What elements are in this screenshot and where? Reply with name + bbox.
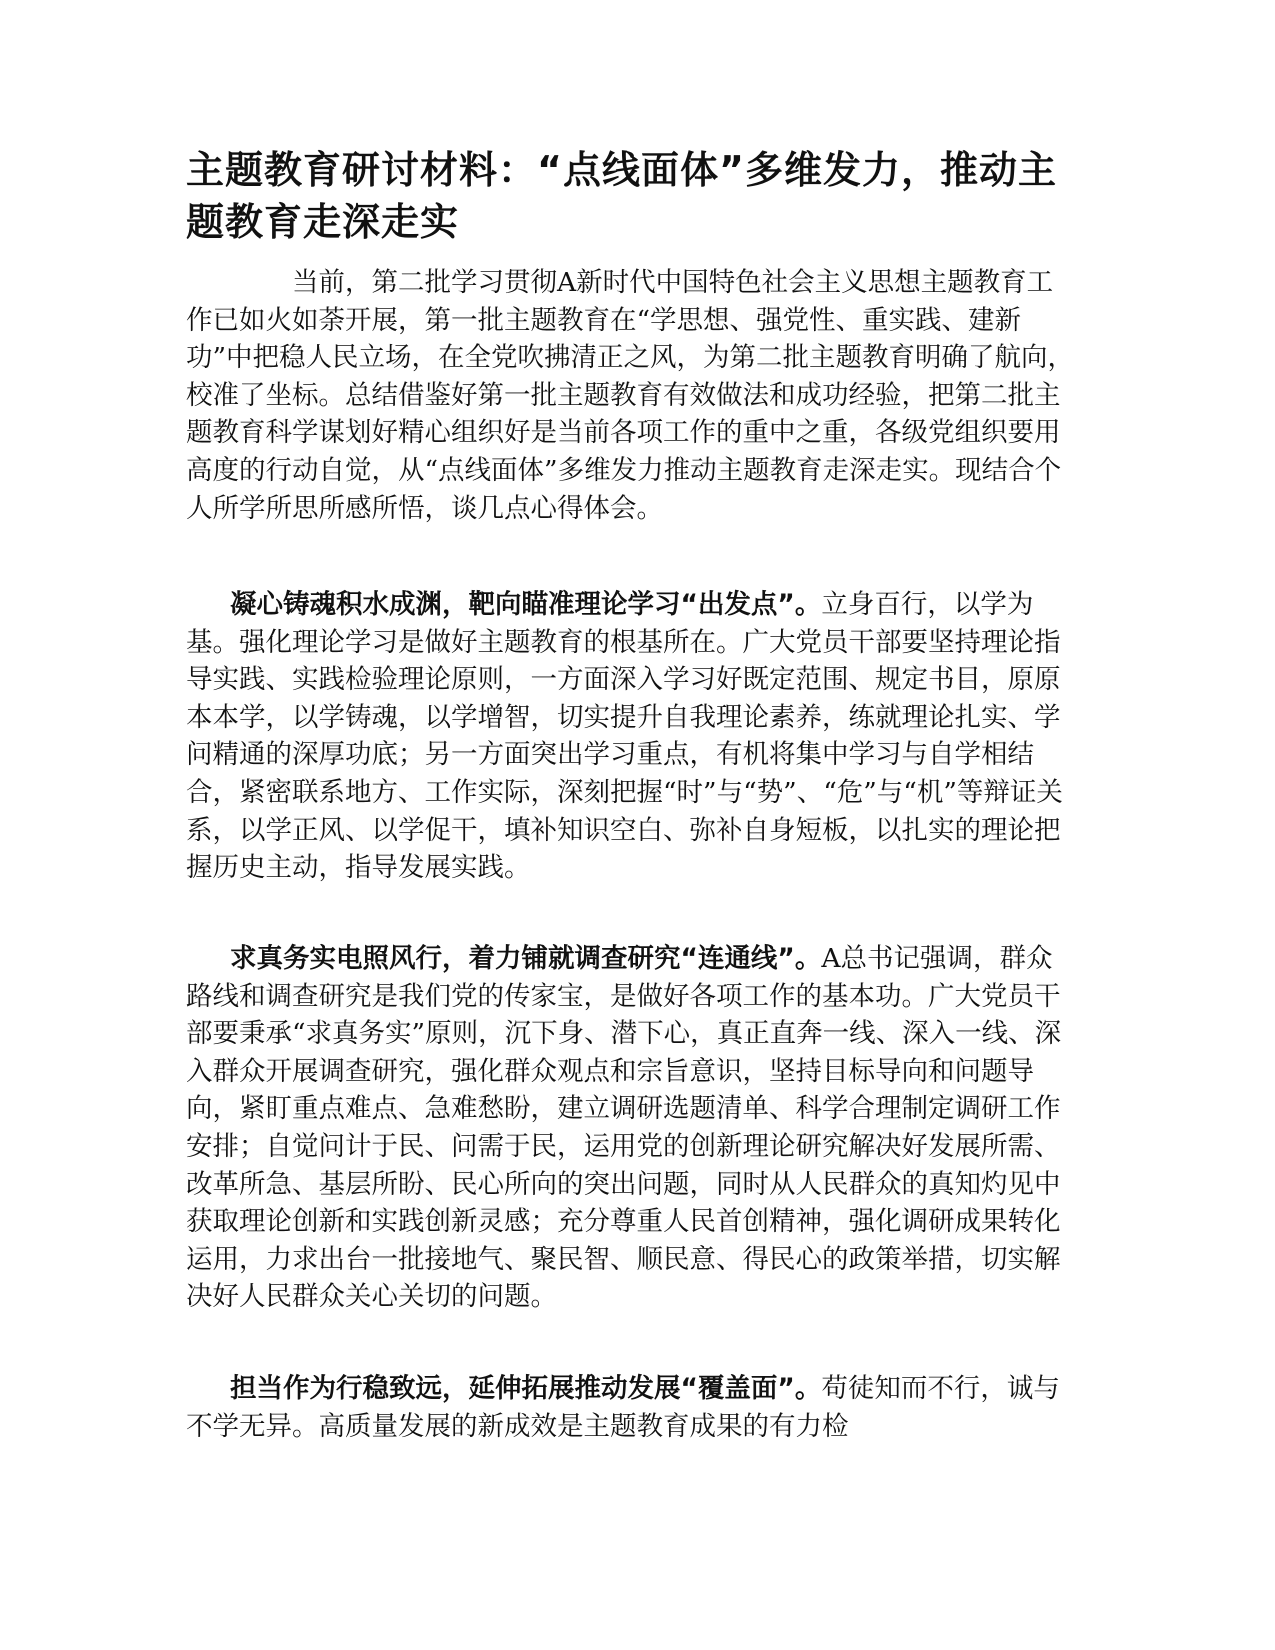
section-paragraph-investigation [186, 940, 1078, 1316]
paragraph-lead: 凝心铸魂积水成渊，靶向瞄准理论学习“出发点”。 [230, 589, 822, 620]
paragraph-text: 苟徒知而不行，诚与不学无异。高质量发展的新成效是主题教育成果的有力检 [186, 1373, 1060, 1442]
paragraph-text: 当前，第二批学习贯彻A新时代中国特色社会主义思想主题教育工作已如火如荼开展，第一批主题教育在“学思想、强党性、重实践、建新功”中把稳人民立场，在全党吹拂清正之风，为第二批主题教育明确了航向，校准了坐标。总结借鉴好第一批主题教育有效做法和成功经验，把第二批主题教育科学谋划好精心组织好是当前各项工作的重中之重，各级党组织要用高度的行动自觉，从“点线面体”多维发力推动主题教育走深走实。现结合个人所学所思所感所悟，谈几点心得体会。 [186, 267, 1075, 524]
section-paragraph-development [186, 1370, 1078, 1445]
document-title: 主题教育研讨材料：“点线面体”多维发力，推动主题教育走深走实 [186, 148, 1057, 244]
paragraph-text: A总书记强调，群众路线和调查研究是我们党的传家宝，是做好各项工作的基本功。广大党员干部要秉承“求真务实”原则，沉下身、潜下心，真正直奔一线、深入一线、深入群众开展调查研究，强化群众观点和宗旨意识，坚持目标导向和问题导向，紧盯重点难点、急难愁盼，建立调研选题清单、科学合理制定调研工作安排；自觉问计于民、问需于民，运用党的创新理论研究解决好发展所需、改革所急、基层所盼、民心所向的突出问题，同时从人民群众的真知灼见中获取理论创新和实践创新灵感；充分尊重人民首创精神，强化调研成果转化运用，力求出台一批接地气、聚民智、顺民意、得民心的政策举措，切实解决好人民群众关心关切的问题。 [186, 943, 1062, 1313]
paragraph-text: 立身百行，以学为基。强化理论学习是做好主题教育的根基所在。广大党员干部要坚持理论指导实践、实践检验理论原则，一方面深入学习好既定范围、规定书目，原原本本学，以学铸魂，以学增智，切实提升自我理论素养，练就理论扎实、学问精通的深厚功底；另一方面突出学习重点，有机将集中学习与自学相结合，紧密联系地方、工作实际，深刻把握“时”与“势”、“危”与“机”等辩证关系，以学正风、以学促干，填补知识空白、弥补自身短板，以扎实的理论把握历史主动，指导发展实践。 [186, 589, 1063, 884]
paragraph-lead: 担当作为行稳致远，延伸拓展推动发展“覆盖面”。 [230, 1373, 822, 1404]
section-paragraph-theory-study [186, 586, 1078, 887]
intro-paragraph [186, 264, 1078, 527]
paragraph-lead: 求真务实电照风行，着力铺就调查研究“连通线”。 [230, 943, 822, 974]
